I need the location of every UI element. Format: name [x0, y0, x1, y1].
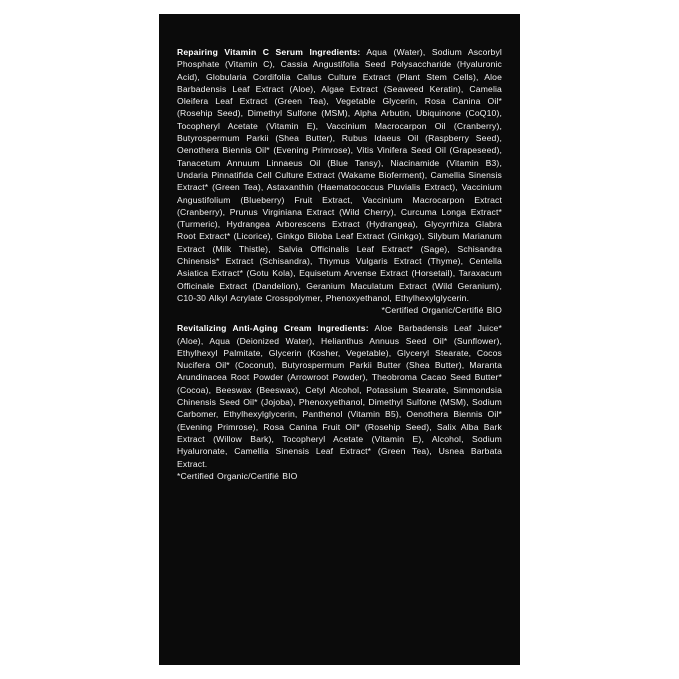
- ingredient-section-serum: [177, 46, 502, 316]
- cream-ingredients-text: Aloe Barbadensis Leaf Juice* (Aloe), Aqua (Deionized Water), Helianthus Annuus Seed Oil* (Sunflower), Ethylhexyl Palmitate, Glycerin (Kosher, Vegetable), Glyceryl Stearate, Cocos Nucifera Oil* (Coconut), Butyrospermum Parkii Butter (Shea Butter), Maranta Arundinacea Root Powder (Arrowroot Powder), Theobroma Cacao Seed Butter* (Cocoa), Beeswax (Beeswax), Cetyl Alcohol, Potassium Stearate, Simmondsia Chinensis Seed Oil* (Jojoba), Phenoxyethanol, Dimethyl Sulfone (MSM), Sodium Carbomer, Ethylhexylglycerin, Panthenol (Vitamin B5), Oenothera Biennis Oil* (Evening Primrose), Rosa Canina Fruit Oil* (Rosehip Seed), Salix Alba Bark Extract (Willow Bark), Tocopheryl Acetate (Vitamin E), Alcohol, Sodium Hyaluronate, Camellia Sinensis Leaf Extract* (Green Tea), Usnea Barbata Extract.: [177, 323, 502, 469]
- cream-certified-note: *Certified Organic/Certifié BIO: [177, 470, 298, 481]
- serum-certified-note: *Certified Organic/Certifié BIO: [381, 305, 502, 316]
- ingredient-section-cream: [177, 322, 502, 482]
- serum-ingredients-text: Aqua (Water), Sodium Ascorbyl Phosphate (Vitamin C), Cassia Angustifolia Seed Polysaccharide (Hyaluronic Acid), Globularia Cordifolia Callus Culture Extract (Plant Stem Cells), Aloe Barbadensis Leaf Extract (Aloe), Algae Extract (Seaweed Keratin), Camelia Oleifera Leaf Extract (Green Tea), Vegetable Glycerin, Rosa Canina Oil* (Rosehip Seed), Dimethyl Sulfone (MSM), Alpha Arbutin, Ubiquinone (CoQ10), Tocopheryl Acetate (Vitamin E), Vaccinium Macrocarpon Oil (Cranberry), Butyrospermum Parkii (Shea Butter), Rubus Idaeus Oil (Raspberry Seed), Oenothera Biennis Oil* (Evening Primrose), Vitis Vinifera Seed Oil (Grapeseed), Tanacetum Annuum Linnaeus Oil (Blue Tansy), Niacinamide (Vitamin B3), Undaria Pinnatifida Cell Culture Extract (Wakame Bioferment), Camellia Sinensis Extract* (Green Tea), Astaxanthin (Haematococcus Pluvialis Extract), Vaccinium Angustifolium (Blueberry) Fruit Extract, Vaccinium Macrocarpon Extract (Cranberry), Prunus Virginiana Extract (Wild Cherry), Curcuma Longa Extract* (Turmeric), Hydrangea Arborescens Extract (Hydrangea), Glycyrrhiza Glabra Root Extract* (Licorice), Ginkgo Biloba Leaf Extract (Ginkgo), Silybum Marianum Extract (Milk Thistle), Salvia Officinalis Leaf Extract* (Sage), Schisandra Chinensis* Extract (Schisandra), Thymus Vulgaris Extract (Thyme), Centella Asiatica Extract* (Gotu Kola), Equisetum Arvense Extract (Horsetail), Taraxacum Officinale Extract (Dandelion), Geranium Maculatum Extract (Wild Geranium), C10-30 Alkyl Acrylate Crosspolymer, Phenoxyethanol, Ethylhexylglycerin.: [177, 47, 502, 303]
- serum-heading: Repairing Vitamin C Serum Ingredients:: [177, 47, 361, 57]
- cream-heading: Revitalizing Anti-Aging Cream Ingredients:: [177, 323, 369, 334]
- ingredient-label-panel: [159, 14, 520, 665]
